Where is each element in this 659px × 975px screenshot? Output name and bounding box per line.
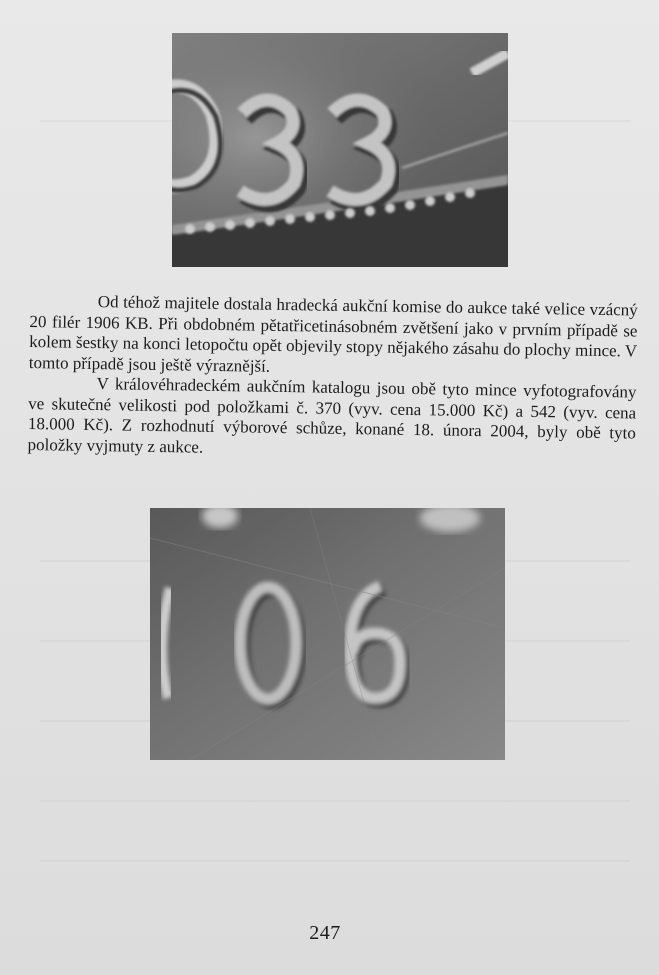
coin-1933-image (172, 33, 508, 267)
coin-photo-1933 (172, 33, 508, 267)
show-through-line (40, 800, 630, 802)
coin-photo-1906 (150, 508, 505, 760)
show-through-line (40, 860, 630, 862)
paragraph-2: V královéhradeckém aukčním katalogu jsou obě tyto mince vyfotografovány ve skutečné velikosti pod položkami č. 370 (vyv. cena 15.000 Kč) a 542 (vyv. cena 18.000 Kč). Z rozhodnutí výborové schůze, konané 18. února 2004, byly obě tyto položky vyjmuty z aukce. (27, 374, 637, 457)
coin-1906-image (150, 508, 505, 760)
page-number: 247 (309, 922, 341, 944)
paragraph-1: Od téhož majitele dostala hradecká aukční komise do aukce také velice vzácný 20 filér 1906 KB. Při obdobném pětatřicetinásobném zvětšení jako v prvním případě se kolem šestky na konci letopočtu opět objevily stopy nějakého zásahu do plochy mince. V tomto případě jsou ještě výraznější. (28, 292, 638, 376)
body-text (27, 291, 638, 465)
